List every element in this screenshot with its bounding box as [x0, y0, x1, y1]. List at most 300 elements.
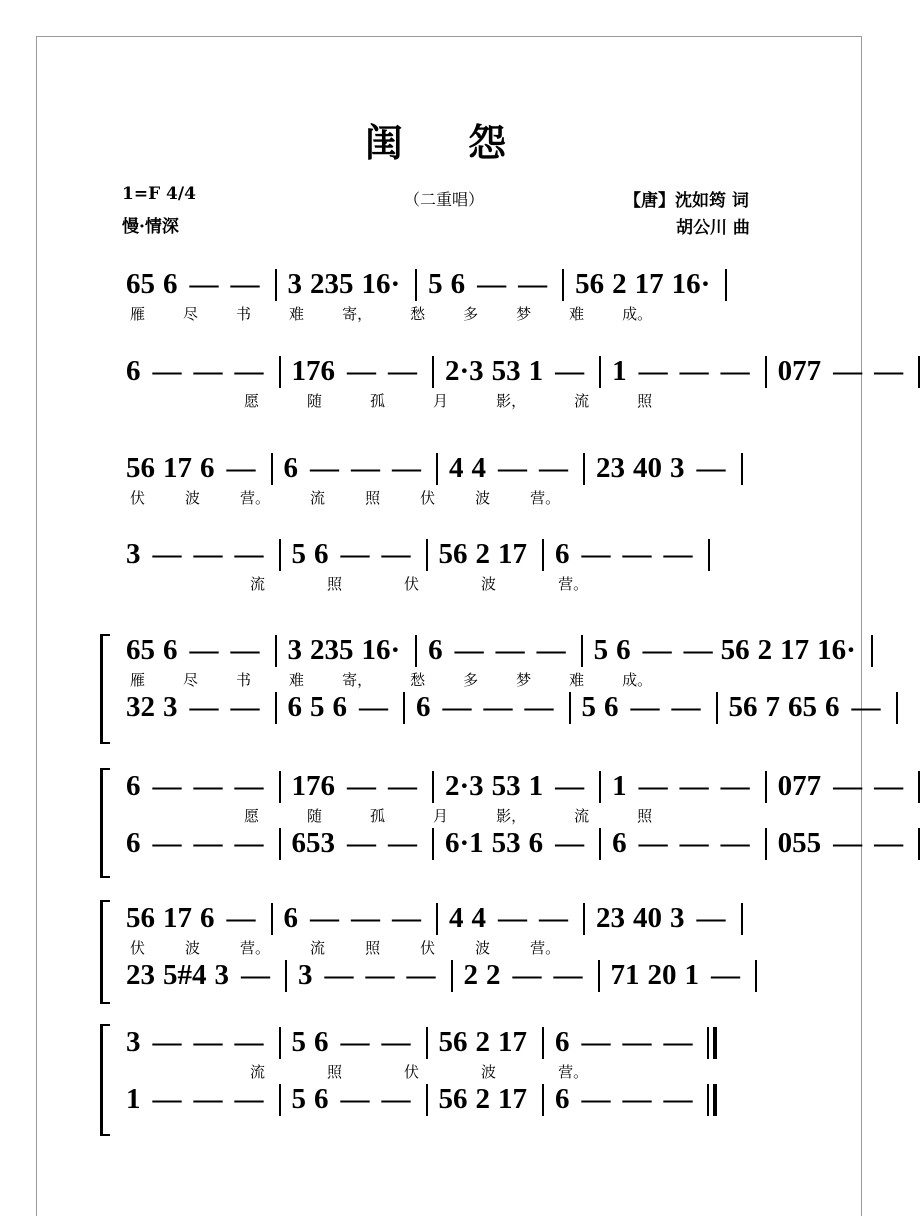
lyric-syllable: 雁 — [130, 305, 146, 323]
barline — [569, 692, 571, 724]
tempo-marking: 慢·情深 — [122, 217, 179, 237]
note: 4 — [471, 902, 486, 934]
note-extension: — — [696, 452, 726, 484]
upper-voice-row — [124, 902, 804, 935]
note: 077 — [777, 355, 822, 387]
note-extension: — — [388, 770, 417, 802]
lyric-syllable: 成。 — [622, 305, 653, 323]
note: 17 — [163, 902, 192, 934]
lyric-syllable: 伏 — [404, 1063, 420, 1081]
barline — [765, 828, 767, 860]
note-extension: — — [189, 634, 219, 666]
lyric-syllable: 月 — [433, 392, 449, 410]
lyric-syllable: 波 — [475, 939, 491, 957]
note: 16· — [671, 268, 711, 300]
lyric-syllable: 孤 — [370, 392, 386, 410]
note: 3 — [287, 268, 302, 300]
note-extension: — — [234, 770, 264, 802]
lyric-syllable: 流 — [310, 939, 326, 957]
note: 6 — [416, 691, 431, 723]
note: 16· — [361, 634, 401, 666]
note-extension: — — [381, 538, 411, 570]
note-extension: — — [230, 268, 260, 300]
lyric-syllable: 营。 — [530, 489, 561, 507]
note-extension: — — [630, 691, 660, 723]
note-extension: — — [663, 1083, 693, 1115]
note: 055 — [777, 827, 822, 859]
note-extension: — — [874, 355, 904, 387]
note: 6 — [825, 691, 840, 723]
note: 65 — [788, 691, 817, 723]
barline — [436, 453, 438, 485]
barline — [871, 635, 873, 667]
note: 6 — [450, 268, 466, 300]
lyric-syllable: 梦 — [516, 671, 532, 689]
note: 2 — [757, 634, 773, 666]
note: 56 — [575, 268, 605, 300]
note-extension: — — [392, 452, 421, 484]
note: 077 — [777, 770, 822, 802]
note: 5 — [310, 691, 325, 723]
lyricist-credit: 【唐】沈如筠 词 — [624, 191, 749, 211]
note-extension: — — [638, 770, 668, 802]
note-extension: — — [555, 827, 585, 859]
lyric-syllable: 书 — [236, 671, 252, 689]
system-brace — [100, 768, 110, 878]
note: 6 — [200, 902, 215, 934]
barline — [403, 692, 405, 724]
barline — [542, 1084, 544, 1116]
lyric-syllable: 伏 — [420, 489, 436, 507]
upper-voice-row — [124, 1026, 804, 1059]
note: 2 — [612, 268, 627, 300]
note-extension: — — [226, 452, 256, 484]
note: 65 — [126, 634, 155, 666]
note: 1 — [528, 355, 544, 387]
note-extension: — — [189, 691, 219, 723]
lyric-syllable: 影， — [496, 807, 527, 825]
note: 6 — [283, 452, 298, 484]
solo-line-4 — [124, 538, 804, 595]
barline — [275, 269, 277, 301]
lyric-syllable: 流 — [574, 392, 590, 410]
barline — [275, 635, 277, 667]
lyric-syllable: 营。 — [558, 1063, 589, 1081]
final-barline — [707, 1084, 717, 1116]
lyric-syllable: 营。 — [558, 575, 589, 593]
note: 6 — [314, 1083, 329, 1115]
note-extension: — — [340, 538, 370, 570]
system-brace — [100, 900, 110, 1004]
barline — [271, 453, 273, 485]
lyrics-row — [124, 303, 804, 325]
duet-system-3 — [124, 902, 804, 992]
note-extension: — — [392, 902, 421, 934]
note-extension: — — [347, 355, 376, 387]
lyric-syllable: 随 — [307, 392, 323, 410]
upper-voice-row — [124, 770, 904, 803]
lyric-syllable: 照 — [365, 489, 381, 507]
note: 5 — [291, 1083, 306, 1115]
note: 1 — [684, 959, 699, 991]
note-extension: — — [340, 1026, 370, 1058]
note: 56 — [438, 1026, 468, 1058]
note-extension: — — [711, 959, 740, 991]
note: 2 — [486, 959, 501, 991]
note: 40 — [633, 902, 662, 934]
barline — [896, 692, 898, 724]
note: 6 — [555, 538, 570, 570]
barline — [542, 1027, 544, 1059]
note-extension: — — [226, 902, 256, 934]
note-extension: — — [524, 691, 554, 723]
note-extension: — — [193, 827, 223, 859]
lyric-syllable: 愿 — [244, 392, 260, 410]
note: 56 — [728, 691, 758, 723]
lyrics-row — [124, 1061, 804, 1083]
lyric-syllable: 寄， — [342, 305, 373, 323]
note: 3 — [163, 691, 178, 723]
note-extension: — — [720, 355, 750, 387]
notation-row — [124, 452, 804, 485]
note-extension: — — [642, 634, 672, 666]
barline — [279, 1027, 281, 1059]
note-extension: — — [622, 1083, 652, 1115]
note-extension: — — [388, 827, 417, 859]
lyric-syllable: 流 — [574, 807, 590, 825]
note-extension: — — [498, 902, 527, 934]
final-barline — [707, 1027, 717, 1059]
barline — [426, 539, 428, 571]
barline — [599, 771, 601, 803]
barline — [755, 960, 757, 992]
note: 5 — [291, 1026, 306, 1058]
note-extension: — — [638, 827, 668, 859]
lyric-syllable: 多 — [463, 671, 479, 689]
lyric-syllable: 愁 — [410, 305, 426, 323]
note: 16· — [361, 268, 401, 300]
note-extension: — — [581, 1083, 611, 1115]
note: 2 — [475, 538, 490, 570]
lyric-syllable: 孤 — [370, 807, 386, 825]
note: 235 — [310, 634, 354, 666]
note: 2 — [475, 1083, 490, 1115]
barline — [279, 828, 281, 860]
note: 6 — [612, 827, 627, 859]
lyric-syllable: 照 — [637, 392, 653, 410]
duet-system-2 — [124, 770, 904, 860]
note-extension: — — [442, 691, 472, 723]
note: 65 — [126, 268, 155, 300]
note-extension: — — [152, 1083, 182, 1115]
note-extension: — — [381, 1026, 411, 1058]
note: 5 — [291, 538, 306, 570]
note: 6 — [528, 827, 544, 859]
notation-row — [124, 538, 804, 571]
barline — [583, 903, 585, 935]
note: 6 — [555, 1083, 570, 1115]
note-extension: — — [483, 691, 513, 723]
barline — [562, 269, 564, 301]
note: 6 — [126, 770, 141, 802]
lyric-syllable: 多 — [463, 305, 479, 323]
solo-line-3 — [124, 452, 804, 509]
barline — [716, 692, 718, 724]
note-extension: — — [193, 770, 223, 802]
system-brace — [100, 1024, 110, 1136]
lyric-syllable: 尽 — [183, 671, 199, 689]
note-extension: — — [638, 355, 668, 387]
note-extension: — — [536, 634, 566, 666]
note-extension: — — [555, 355, 585, 387]
note: 53 — [491, 827, 521, 859]
note: 56 — [126, 452, 155, 484]
note: 7 — [765, 691, 780, 723]
note-extension: — — [518, 268, 548, 300]
note: 5 — [428, 268, 443, 300]
note-extension: — — [193, 355, 223, 387]
note-extension: — — [234, 827, 264, 859]
note: 6 — [332, 691, 347, 723]
note-extension: — — [324, 959, 354, 991]
note-extension: — — [512, 959, 542, 991]
lyric-syllable: 愿 — [244, 807, 260, 825]
note: 56 — [126, 902, 155, 934]
note-extension: — — [152, 355, 182, 387]
lyric-syllable: 难 — [289, 671, 305, 689]
lyric-syllable: 难 — [289, 305, 305, 323]
note: 53 — [491, 355, 521, 387]
lyric-syllable: 雁 — [130, 671, 146, 689]
barline — [765, 771, 767, 803]
barline — [708, 539, 710, 571]
note-extension: — — [720, 770, 750, 802]
note-extension: — — [310, 902, 339, 934]
lyric-syllable: 伏 — [420, 939, 436, 957]
duet-system-4 — [124, 1026, 804, 1116]
barline — [432, 356, 434, 388]
note: 5 — [593, 634, 609, 666]
note: 6 — [126, 827, 141, 859]
lyrics-row — [124, 937, 804, 959]
note: 53 — [491, 770, 521, 802]
note: 17 — [634, 268, 664, 300]
lyric-syllable: 波 — [185, 489, 201, 507]
solo-line-1 — [124, 268, 804, 325]
note-extension: — — [454, 634, 484, 666]
lyric-syllable: 流 — [250, 575, 266, 593]
note: 16· — [817, 634, 856, 666]
barline — [426, 1084, 428, 1116]
note-extension: — — [477, 268, 507, 300]
upper-voice-row — [124, 634, 856, 667]
lyrics-row — [124, 487, 804, 509]
note: 6 — [163, 634, 178, 666]
note-extension: — — [351, 452, 380, 484]
duet-system-1 — [124, 634, 881, 724]
note-extension: — — [340, 1083, 370, 1115]
barline — [599, 828, 601, 860]
note: 56 — [720, 634, 750, 666]
note-extension: — — [833, 827, 863, 859]
lyric-syllable: 难 — [569, 305, 585, 323]
note: 3 — [126, 1026, 141, 1058]
note: 56 — [438, 538, 468, 570]
note-extension: — — [833, 355, 863, 387]
solo-line-2 — [124, 355, 904, 412]
barline — [583, 453, 585, 485]
note: 3 — [126, 538, 141, 570]
lyric-syllable: 营。 — [240, 939, 271, 957]
note: 3 — [287, 634, 302, 666]
note-extension: — — [874, 770, 904, 802]
note-extension: — — [193, 1083, 223, 1115]
note-extension: — — [234, 1026, 264, 1058]
barline — [598, 960, 600, 992]
lyric-syllable: 影， — [496, 392, 527, 410]
barline — [725, 269, 727, 301]
note: 17 — [498, 1026, 527, 1058]
note-extension: — — [555, 770, 585, 802]
lower-voice-row — [124, 1083, 804, 1116]
note: 6 — [200, 452, 215, 484]
note: 1 — [612, 355, 627, 387]
note-extension: — — [671, 691, 701, 723]
lyric-syllable: 成。 — [622, 671, 653, 689]
note-extension: — — [851, 691, 881, 723]
note-extension: — — [381, 1083, 411, 1115]
note: 2 — [475, 1026, 490, 1058]
note-extension: — — [152, 538, 182, 570]
lyric-syllable: 书 — [236, 305, 252, 323]
note-extension: — — [663, 538, 693, 570]
lyric-syllable: 伏 — [404, 575, 420, 593]
note: 32 — [126, 691, 155, 723]
note: 2 — [463, 959, 478, 991]
lyric-syllable: 流 — [250, 1063, 266, 1081]
note-extension: — — [234, 1083, 264, 1115]
note: 4 — [449, 902, 464, 934]
note-extension: — — [622, 538, 652, 570]
lyric-syllable: 伏 — [130, 489, 146, 507]
note-extension: — — [622, 1026, 652, 1058]
lyric-syllable: 波 — [475, 489, 491, 507]
note-extension: — — [193, 538, 223, 570]
note-extension: — — [347, 827, 376, 859]
note-extension: — — [696, 902, 726, 934]
note: 176 — [291, 770, 335, 802]
subtitle: （二重唱） — [404, 190, 485, 209]
note-extension: — — [152, 770, 182, 802]
barline — [279, 356, 281, 388]
lyric-syllable: 营。 — [530, 939, 561, 957]
lyric-syllable: 流 — [310, 489, 326, 507]
note: 6 — [283, 902, 298, 934]
note: 6 — [555, 1026, 570, 1058]
note-extension: — — [539, 452, 568, 484]
barline — [581, 635, 583, 667]
note-extension: — — [833, 770, 863, 802]
note: 23 — [596, 452, 625, 484]
barline — [599, 356, 601, 388]
lyric-syllable: 照 — [327, 1063, 343, 1081]
note: 1 — [528, 770, 544, 802]
lyric-syllable: 梦 — [516, 305, 532, 323]
barline — [741, 453, 743, 485]
note-extension: — — [234, 538, 264, 570]
note: 56 — [438, 1083, 468, 1115]
barline — [432, 828, 434, 860]
lyric-syllable: 随 — [307, 807, 323, 825]
note: 6 — [287, 691, 302, 723]
barline — [426, 1027, 428, 1059]
note: 176 — [291, 355, 335, 387]
barline — [285, 960, 287, 992]
barline — [275, 692, 277, 724]
note-extension: — — [241, 959, 270, 991]
barline — [542, 539, 544, 571]
lyrics-row — [124, 390, 804, 412]
note: 235 — [310, 268, 354, 300]
note: 1 — [612, 770, 627, 802]
note-extension: — — [359, 691, 388, 723]
note: 6 — [314, 1026, 329, 1058]
lyric-syllable: 尽 — [183, 305, 199, 323]
note-extension: — — [230, 691, 260, 723]
lyric-syllable: 愁 — [410, 671, 426, 689]
note-extension: — — [553, 959, 583, 991]
system-brace — [100, 634, 110, 744]
note: 1 — [126, 1083, 141, 1115]
note: 20 — [647, 959, 677, 991]
barline — [451, 960, 453, 992]
note-extension: — — [230, 634, 260, 666]
note-extension: — — [679, 827, 709, 859]
lyric-syllable: 照 — [637, 807, 653, 825]
note: 3 — [670, 902, 685, 934]
note-extension: — — [152, 827, 182, 859]
lower-voice-row — [124, 691, 881, 724]
notation-row — [124, 268, 804, 301]
note: 4 — [449, 452, 464, 484]
note: 17 — [498, 1083, 527, 1115]
note-extension: — — [581, 538, 611, 570]
lyric-syllable: 波 — [481, 575, 497, 593]
note-extension: — — [663, 1026, 693, 1058]
note-extension: — — [539, 902, 568, 934]
lyric-syllable: 难 — [569, 671, 585, 689]
note: 5#4 — [163, 959, 207, 991]
composer-credit: 胡公川 曲 — [676, 218, 750, 238]
lyric-syllable: 月 — [433, 807, 449, 825]
note-extension: — — [388, 355, 417, 387]
note: 71 — [610, 959, 640, 991]
note-extension: — — [874, 827, 904, 859]
note: 17 — [498, 538, 527, 570]
note: 40 — [633, 452, 662, 484]
note: 4 — [471, 452, 486, 484]
lower-voice-row — [124, 827, 904, 860]
lyric-syllable: 寄， — [342, 671, 373, 689]
note: 3 — [298, 959, 313, 991]
barline — [765, 356, 767, 388]
lower-voice-row — [124, 959, 804, 992]
key-time-signature: 1=F 4/4 — [122, 184, 196, 204]
note: 6 — [126, 355, 141, 387]
lyric-syllable: 伏 — [130, 939, 146, 957]
note-extension: — — [581, 1026, 611, 1058]
barline — [279, 539, 281, 571]
